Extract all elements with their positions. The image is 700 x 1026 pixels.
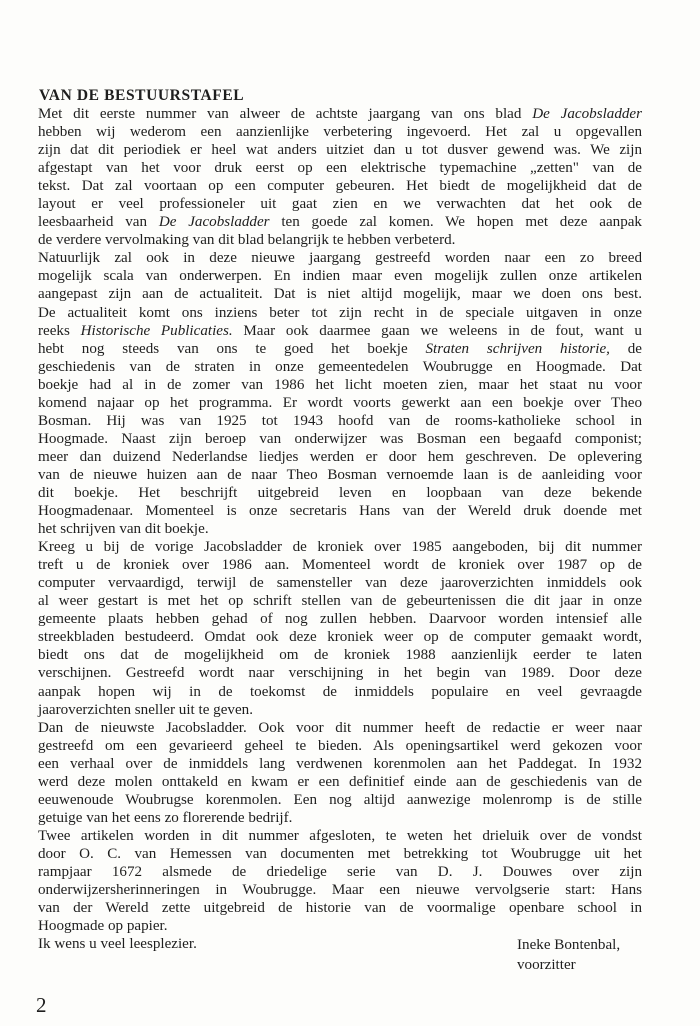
signature-name: Ineke Bontenbal, bbox=[517, 937, 621, 953]
text-line: Bosman. Hij was van 1925 tot 1943 hoofd van de rooms-katholieke school in bbox=[38, 412, 642, 429]
text-line: door O. C. van Hemessen van documenten met betrekking tot Woubrugge uit het bbox=[38, 845, 642, 862]
text-line: biedt ons dat de mogelijkheid om de kroniek 1988 aanzienlijk eerder te laten bbox=[38, 647, 642, 664]
text-line: komend najaar op het programma. Er wordt voorts gewerkt aan een boekje over Theo bbox=[38, 394, 642, 411]
text-line: Dan de nieuwste Jacobsladder. Ook voor dit nummer heeft de redactie er weer naar bbox=[38, 719, 642, 736]
text-line: verschijnen. Gestreefd wordt naar verschijning in het begin van 1989. Door deze bbox=[38, 665, 642, 682]
text-line: Hoogmade. Naast zijn beroep van onderwijzer was Bosman een begaafd componist; bbox=[38, 430, 642, 447]
text-line: van de nieuwe huizen aan de naar Theo Bosman vernoemde laan is de aanleiding voor bbox=[38, 466, 642, 483]
article-title: VAN DE BESTUURSTAFEL bbox=[39, 87, 245, 104]
signature-block bbox=[517, 935, 620, 975]
text-line: Natuurlijk zal ook in deze nieuwe jaargang gestreefd worden naar een zo breed bbox=[38, 250, 642, 267]
signature-role: voorzitter bbox=[517, 957, 576, 973]
text-line: meer dan duizend Nederlandse liedjes werden er door hem geschreven. De oplevering bbox=[38, 448, 642, 465]
text-line: rampjaar 1672 alsmede de driedelige serie van D. J. Douwes over zijn bbox=[38, 863, 642, 880]
text-line: al weer gestart is met het op schrift stellen van de gebeurtenissen die dit jaar in onze bbox=[38, 593, 642, 610]
text-line: een verhaal over de inmiddels lang verdwenen korenmolen aan het Paddegat. In 1932 bbox=[38, 755, 642, 772]
text-line: zijn dat dit periodiek er heel wat anders uitziet dan u tot dusver gewend was. We zijn bbox=[38, 142, 642, 159]
page-number: 2 bbox=[36, 993, 47, 1017]
text-line: Hoogmadenaar. Momenteel is onze secretaris Hans van der Wereld druk doende met bbox=[38, 503, 642, 520]
text-line: Kreeg u bij de vorige Jacobsladder de kroniek over 1985 aangeboden, bij dit nummer bbox=[38, 539, 642, 556]
text-line: hebben wij wederom een aanzienlijke verbetering ingevoerd. Het zal u opgevallen bbox=[38, 124, 642, 141]
text-line: eeuwenoude Woubrugse korenmolen. Een nog altijd aanwezige molenromp is de stille bbox=[38, 791, 642, 808]
text-line: De actualiteit komt ons inziens beter tot zijn recht in de speciale uitgaven in onze bbox=[38, 304, 642, 321]
text-line: mogelijk scala van onderwerpen. En indien maar even mogelijk zullen onze artikelen bbox=[38, 268, 642, 285]
text-line: onderwijzersherinneringen in Woubrugge. Maar een nieuwe vervolgserie start: Hans bbox=[38, 882, 642, 899]
text-line: streekbladen bestudeerd. Omdat ook deze kroniek weer op de computer gemaakt wordt, bbox=[38, 629, 642, 646]
text-line: getuige van het eens zo florerende bedrijf. bbox=[38, 809, 293, 826]
text-line: computer vervaardigd, terwijl de samensteller van deze jaaroverzichten inmiddels ook bbox=[38, 575, 642, 592]
text-line: treft u de kroniek over 1986 aan. Momenteel wordt de kroniek over 1987 op de bbox=[38, 557, 642, 574]
text-line: Met dit eerste nummer van alweer de achtste jaargang van ons blad De Jacobsladder bbox=[38, 106, 642, 122]
text-line: afgestapt van het voor druk eerst op een elektrische typemachine „zetten" van de bbox=[38, 160, 642, 177]
text-line: het schrijven van dit boekje. bbox=[38, 521, 209, 538]
text-line: Ik wens u veel leesplezier. bbox=[38, 936, 197, 953]
text-line: Hoogmade op papier. bbox=[38, 918, 168, 935]
text-line: gemeente plaats hebben gehad of nog zullen hebben. Daarvoor worden intensief alle bbox=[38, 611, 642, 628]
text-line: jaaroverzichten sneller uit te geven. bbox=[38, 701, 253, 718]
text-line: geschiedenis van de straten in onze gemeentedelen Woubrugge en Hoogmade. Dat bbox=[38, 358, 642, 375]
text-line: tekst. Dat zal voortaan op een computer gebeuren. Het biedt de mogelijkheid dat de bbox=[38, 178, 642, 195]
text-line: reeks Historische Publicaties. Maar ook daarmee gaan we weleens in de fout, want u bbox=[38, 322, 642, 339]
text-line: dit boekje. Het beschrijft uitgebreid leven en loopbaan van deze bekende bbox=[38, 484, 642, 501]
text-line: hebt nog steeds van ons te goed het boekje Straten schrijven historie, de bbox=[38, 340, 642, 357]
text-line: aangepast zijn aan de actualiteit. Dat is niet altijd mogelijk, maar we doen ons best. bbox=[38, 286, 642, 303]
text-line: van der Wereld zette uitgebreid de historie van de voormalige openbare school in bbox=[38, 900, 642, 917]
text-line: werd deze molen onttakeld en kwam er een definitief einde aan de geschiedenis van de bbox=[38, 773, 642, 790]
text-line: leesbaarheid van De Jacobsladder ten goede zal komen. We hopen met deze aanpak bbox=[38, 214, 642, 231]
text-line: de verdere vervolmaking van dit blad belangrijk te hebben verbeterd. bbox=[38, 232, 456, 249]
text-line: boekje had al in de zomer van 1986 het licht moeten zien, maar het staat nu voor bbox=[38, 376, 642, 393]
article-body bbox=[38, 105, 642, 953]
text-line: gestreefd om een gevarieerd geheel te bieden. Als openingsartikel werd gekozen voor bbox=[38, 737, 642, 754]
text-line: aanpak hopen wij in de toekomst de inmiddels populaire en veel gevraagde bbox=[38, 683, 642, 700]
text-line: Twee artikelen worden in dit nummer afgesloten, te weten het drieluik over de vondst bbox=[38, 827, 642, 844]
text-line: layout er veel professioneler uit gaat zien en we verwachten dat het ook de bbox=[38, 196, 642, 213]
